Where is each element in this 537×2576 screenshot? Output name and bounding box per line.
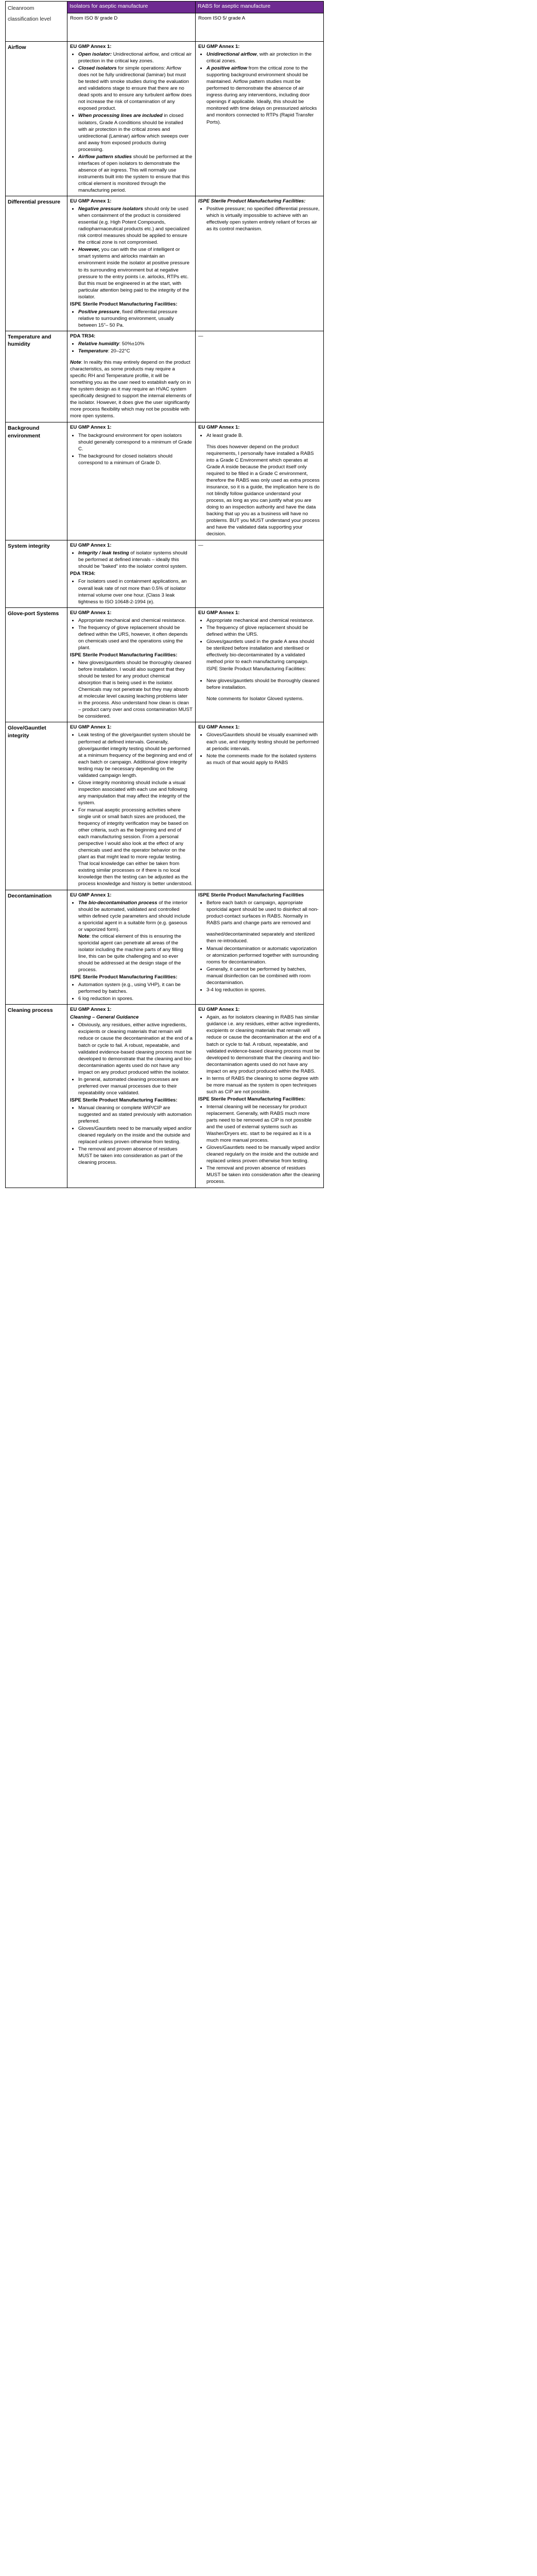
source-heading: EU GMP Annex 1: (70, 724, 112, 731)
gauntlet-rabs-cell (196, 722, 324, 890)
list-item: • In terms of RABS the cleaning to some degree with be more manual as the system is open techniques such as CIP are not possible. (206, 1075, 321, 1095)
integrity-rabs-cell: — (196, 540, 324, 607)
list-item: • The removal and proven absence of residues MUST be taken into consideration as part of the cleaning process. (78, 1146, 193, 1166)
list-item: • Glove integrity monitoring should include a visual inspection associated with each use and following any manipulation that may affect the integrity of the system. (78, 779, 193, 806)
cleaning-isolator-cell (67, 1005, 196, 1188)
source-heading: ISPE Sterile Product Manufacturing Facilities: (70, 301, 178, 307)
list-item: • The frequency of glove replacement should be defined within the URS. (206, 624, 321, 638)
glove-port-rabs-cell (196, 607, 324, 722)
source-heading: ISPE Sterile Product Manufacturing Facilities: (206, 666, 306, 672)
list-item: • The removal and proven absence of residues MUST be taken into consideration after the cleaning process. (206, 1165, 321, 1185)
row-label-airflow: Airflow (6, 42, 67, 196)
note-paragraph: Note: In reality this may entirely depend on the product characteristics, as some products may require a specific RH and Temperature profile, it will be something you as the user need to establish early on in the system design as it may require an HVAC system specifically designed to support the internal elements of the isolator. However, it does give the user significantly more process flexibility which may not be possible with more open systems. (70, 360, 192, 419)
row-label-glove-port: Glove-port Systems (6, 607, 67, 722)
source-heading: EU GMP Annex 1: (198, 609, 240, 616)
source-heading: EU GMP Annex 1: (70, 892, 112, 898)
source-heading: ISPE Sterile Product Manufacturing Facilities: (198, 198, 306, 205)
source-heading: EU GMP Annex 1: (198, 44, 240, 49)
header-corner-cell: Cleanroom classification level (6, 2, 67, 42)
list-item: • New gloves/gauntlets should be thoroughly cleaned before installation. I would also suggest that they should be tested for any product chemical absorption that is being used in the isolator. Chemicals may not penetrate but they may absorb at molecular level causing leaching problems later in the process. Also understand how clean is clean – product carry over and cross contamination MUST be considered. (78, 659, 193, 720)
row-label-temperature: Temperature and humidity (6, 331, 67, 422)
row-differential-pressure (6, 196, 324, 331)
pressure-rabs-cell (196, 196, 324, 331)
row-glove-port-systems (6, 607, 324, 722)
list-item: • Positive pressure; no specified differential pressure, which is virtually impossible to achieve with an effectively open system entirely reliant of forces air as its control mechanism. (206, 206, 321, 232)
source-heading: EU GMP Annex 1: (70, 198, 112, 205)
list-item: • 3-4 log reduction in spores. (206, 987, 321, 993)
header-rabs: RABS for aseptic manufacture (196, 2, 324, 13)
row-label-pressure: Differential pressure (6, 196, 67, 331)
source-heading: ISPE Sterile Product Manufacturing Facilities: (198, 1096, 306, 1102)
list-item: • Appropriate mechanical and chemical resistance. (78, 617, 193, 624)
list-item: • Note the comments made for the isolated systems as much of that would apply to RABS (206, 753, 321, 766)
row-background-environment (6, 422, 324, 540)
decon-isolator-cell (67, 890, 196, 1005)
gauntlet-isolator-cell (67, 722, 196, 890)
list-item: • Automation system (e.g., using VHP), it can be performed by batches. (78, 981, 193, 995)
list-item: • Gloves/gauntlets used in the grade A area should be sterilized before installation and sterilised or effectively bio-decontaminated by a validated method prior to each manufacturing campaign. (206, 638, 321, 665)
pressure-isolator-cell (67, 196, 196, 331)
paragraph: This does however depend on the product requirements, I personally have installed a RABS into a Grade C Environment which operates at Grade A inside because the product itself only required to be filled in a Grade C environment, therefore the RABS was only used as extra process insurance, so it is a guide, the implication here is do not blindly follow guidance understand your process, as long as you can justify what you are doing to an inspection authority and have the data backing that up you as a business will have no problems. BUT you MUST understand your process and have the validated data supporting your decision. (206, 444, 320, 537)
list-item: • Unidirectional airflow, with air protection in the critical zones. (206, 51, 321, 64)
list-item: • Temperature: 20–22°C (78, 348, 193, 354)
list-item: • 6 log reduction in spores. (78, 995, 193, 1002)
row-label-gauntlet: Glove/Gauntlet integrity (6, 722, 67, 890)
note-paragraph: Note comments for Isolator Gloved systems. (206, 696, 304, 702)
source-heading: ISPE Sterile Product Manufacturing Facilities: (70, 974, 178, 980)
source-heading: ISPE Sterile Product Manufacturing Facilities: (70, 1097, 178, 1103)
list-item: • Internal cleaning will be necessary for product replacement. Generally, with RABS much more parts need to be removed as CIP is not possible and the used of external systems such as Washer/Dryers etc. start to be required as it is a much more manual process. (206, 1104, 321, 1144)
source-heading: EU GMP Annex 1: (198, 425, 240, 431)
row-temperature-humidity (6, 331, 324, 422)
temperature-isolator-cell (67, 331, 196, 422)
list-item: • Obviously, any residues, either active ingredients, excipients or cleaning materials that remain will reduce or cause the decontamination at the end of a batch or cycle to fail. A robust, repeatable, and validated evidence-based cleaning process must be developed to demonstrate that the cleaning and bio-decontamination agents used do not have any impact on any product produced within the isolator. (78, 1022, 193, 1075)
cleaning-rabs-cell (196, 1005, 324, 1188)
source-heading: ISPE Sterile Product Manufacturing Facilities: (70, 652, 178, 658)
list-item: • Open isolator: Unidirectional airflow, and critical air protection in the critical key zones. (78, 51, 193, 64)
source-heading: ISPE Sterile Product Manufacturing Facilities (198, 892, 304, 898)
list-item: • Positive pressure, fixed differential pressure relative to surrounding environment, usually between 15”– 50 Pa. (78, 309, 193, 329)
list-item: • Before each batch or campaign, appropriate sporicidal agent should be used to disinfect all non-product-contact surfaces in RABS. Normally in RABS parts and change parts are removed and (206, 900, 321, 926)
list-item: • For isolators used in containment applications, an overall leak rate of not more than 0.5% of isolator internal volume over one hour. (Class 3 leak tightness to ISO 10648-2-1994 (e). (78, 578, 193, 605)
paragraph: washed/decontaminated separately and sterilized then re-introduced. (206, 931, 315, 944)
list-item: • Relative humidity: 50%±10% (78, 341, 193, 347)
list-item: • Integrity / leak testing of isolator systems should be performed at defined intervals – ideally this should be “baked” into the isolator control system. (78, 550, 193, 570)
list-item: • Gloves/Gauntlets need to be manually wiped and/or cleaned regularly on the inside and the outside and replaced unless proven otherwise from testing. (78, 1125, 193, 1145)
grade-isolator: Room ISO 8/ grade D (67, 13, 196, 42)
source-heading: EU GMP Annex 1: (70, 1007, 112, 1013)
row-cleaning-process (6, 1005, 324, 1188)
row-decontamination (6, 890, 324, 1005)
list-item: • The background environment for open isolators should generally correspond to a minimum of Grade C. (78, 432, 193, 452)
header-isolators: Isolators for aseptic manufacture (67, 2, 196, 13)
row-label-integrity: System integrity (6, 540, 67, 607)
sub-heading: Cleaning – General Guidance (70, 1014, 139, 1021)
row-glove-gauntlet-integrity (6, 722, 324, 890)
source-heading: EU GMP Annex 1: (198, 1007, 240, 1013)
row-label-background: Background environment (6, 422, 67, 540)
background-isolator-cell (67, 422, 196, 540)
list-item: • However, you can with the use of intelligent or smart systems and airlocks maintain an environment inside the isolator at positive pressure to its surrounding environment but at negative pressure to the entry points i.e. airlocks, RTPs etc. But this must be engineered in at the start, with particular attention being paid to the integrity of the isolator. (78, 246, 193, 300)
decon-rabs-cell (196, 890, 324, 1005)
list-item: • Appropriate mechanical and chemical resistance. (206, 617, 321, 624)
airflow-rabs-cell (196, 42, 324, 196)
temperature-rabs-cell: — (196, 331, 324, 422)
row-label-cleaning: Cleaning process (6, 1005, 67, 1188)
list-item: • Again, as for isolators cleaning in RABS has similar guidance i.e. any residues, either active ingredients, excipients or cleaning materials that remain will reduce or cause the decontamination at the end of a batch or cycle to fail. A robust, repeatable, and validated evidence-based cleaning process must be developed to demonstrate that the cleaning and bio-decontamination agents used do not have any impact on any product produced within the RABS. (206, 1014, 321, 1074)
list-item: • In general, automated cleaning processes are preferred over manual processes due to their repeatability once validated. (78, 1076, 193, 1096)
list-item: • The background for closed isolators should correspond to a minimum of Grade D. (78, 453, 193, 466)
row-system-integrity (6, 540, 324, 607)
list-item: • Manual decontamination or automatic vaporization or atomization performed together with surrounding rooms for decontamination. (206, 945, 321, 965)
source-heading: PDA TR34: (70, 333, 96, 339)
list-item: • At least grade B. (206, 432, 321, 439)
list-item: • Manual cleaning or complete WIP/CIP are suggested and as stated previously with automation preferred. (78, 1105, 193, 1125)
integrity-isolator-cell (67, 540, 196, 607)
source-heading: EU GMP Annex 1: (70, 609, 112, 616)
grade-rabs: Room ISO 5/ grade A (196, 13, 324, 42)
list-item: • Negative pressure isolators should only be used when containment of the product is considered essential (e.g. High Potent Compounds, radiopharmaceutical products etc.) and specialized risk control measures should be applied to ensure the critical zone is not compromised. (78, 206, 193, 246)
list-item: • New gloves/gauntlets should be thoroughly cleaned before installation. (206, 677, 321, 691)
list-item: • Generally, it cannot be performed by batches, manual disinfection can be combined with room decontamination. (206, 966, 321, 986)
row-airflow (6, 42, 324, 196)
list-item: • The frequency of glove replacement should be defined within the URS, however, it often depends on chemicals used and the operations using the plant. (78, 624, 193, 651)
background-rabs-cell (196, 422, 324, 540)
source-heading: PDA TR34: (70, 571, 96, 577)
glove-port-isolator-cell (67, 607, 196, 722)
list-item: • The bio-decontamination process of the interior should be automated, validated and controlled within defined cycle parameters and should include a sporicidal agent in a suitable form (e.g. gaseous or vaporized form). Note: the critical element of this is ensuring the sporicidal agent can penetrate all areas of the isolator including the machine parts of any filling line, this can be quite challenging and so ever should be addressed at the design stage of the process. (78, 900, 193, 974)
list-item: • Gloves/Gauntlets should be visually examined with each use, and integrity testing should be performed at periodic intervals. (206, 732, 321, 752)
list-item: • When processing lines are included in closed isolators, Grade A conditions should be installed with air protection in the critical zones and unidirectional (Laminar) airflow which sweeps over and away from exposed products during processing. (78, 112, 193, 152)
comparison-table (5, 1, 324, 1188)
row-label-decontamination: Decontamination (6, 890, 67, 1005)
list-item: • Closed isolators for simple operations: Airflow does not be fully unidirectional (laminar) but must be tested with smoke studies during the evaluation and validations stage to ensure that there are no dead spots and to ensure any turbulent airflow does not increase the risk of contamination of any exposed product. (78, 65, 193, 112)
source-heading: EU GMP Annex 1: (198, 724, 240, 731)
list-item: • Gloves/Gauntlets need to be manually wiped and/or cleaned regularly on the inside and the outside and replaced unless proven otherwise from testing. (206, 1144, 321, 1164)
header-row (6, 2, 324, 13)
list-item: • A positive airflow from the critical zone to the supporting background environment should be maintained. Airflow pattern studies must be performed to demonstrate the absence of air ingress during any interventions, including door openings if applicable. Ideally, this should be monitored with time delays on pressurized airlocks and monitors connected to RTPs (Rapid Transfer Ports). (206, 65, 321, 125)
source-heading: EU GMP Annex 1: (70, 543, 112, 549)
source-heading: EU GMP Annex 1: (70, 425, 112, 431)
airflow-isolator-cell (67, 42, 196, 196)
list-item: • For manual aseptic processing activities where single unit or small batch sizes are produced, the frequency of integrity verification may be based on other criteria, such as the beginning and end of each manufacturing session. From a personal perspective I would also look at the effect of any chemicals used and the operator behavior on the plant as that might lead to more regular testing. That local knowledge can either be taken from existing similar processes or if there is no local knowledge then the testing can be adjusted as the process knowledge and history is better understood. (78, 807, 193, 888)
list-item: • Leak testing of the glove/gauntlet system should be performed at defined intervals. Generally, glove/gauntlet integrity testing should be performed at a minimum frequency of the beginning and end of each batch or campaign. Additional glove integrity testing may be necessary depending on the validated campaign length. (78, 732, 193, 778)
source-heading: EU GMP Annex 1: (70, 44, 112, 49)
list-item: • Airflow pattern studies should be performed at the interfaces of open isolators to demonstrate the absence of air ingress. This will normally use instruments built into the system to ensure that this critical element is monitored through the manufacturing period. (78, 154, 193, 194)
